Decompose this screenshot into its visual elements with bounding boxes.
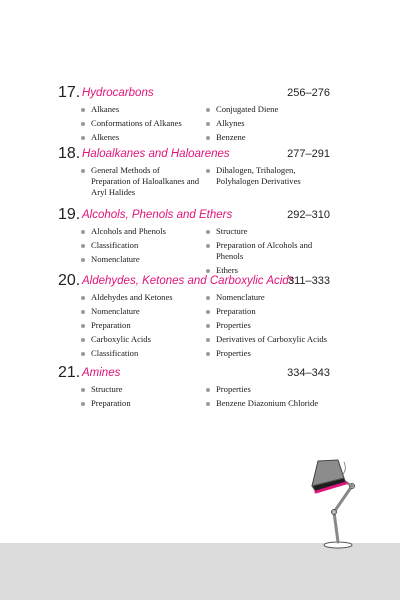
topic-item: [80, 132, 200, 143]
topic-label: Classification: [91, 348, 139, 358]
topic-item: [205, 165, 340, 187]
topic-item: [205, 384, 340, 395]
topic-item: [205, 132, 340, 143]
topic-item: [80, 306, 200, 317]
chapter-number: 19.: [58, 206, 81, 223]
topic-label: Alkynes: [216, 118, 245, 128]
topic-label: Dihalogen, Trihalogen, Polyhalogen Derivatives: [216, 165, 301, 187]
topic-label: Conjugated Diene: [216, 104, 279, 114]
topic-label: Nomenclature: [91, 254, 140, 264]
topic-item: [205, 118, 340, 129]
bullet-icon: [81, 136, 85, 140]
topic-item: [80, 334, 200, 345]
chapter-title: Alcohols, Phenols and Ethers: [82, 209, 233, 221]
chapter-pages: 277–291: [287, 148, 330, 160]
topic-label: Preparation: [91, 398, 131, 408]
chapter-18: [58, 145, 348, 198]
footer-band: [0, 543, 400, 600]
chapter-title: Amines: [82, 367, 121, 379]
chapter-pages: 311–333: [287, 275, 330, 287]
topic-item: [205, 348, 340, 359]
topic-item: [205, 334, 340, 345]
topic-label: Alcohols and Phenols: [91, 226, 166, 236]
topic-item: [80, 165, 200, 199]
topic-label: Alkenes: [91, 132, 120, 142]
chapter-number: 18.: [58, 145, 81, 162]
bullet-icon: [81, 402, 85, 406]
bullet-icon: [206, 324, 210, 328]
bullet-icon: [206, 169, 210, 173]
bullet-icon: [81, 258, 85, 262]
chapter-number: 20.: [58, 272, 81, 289]
bullet-icon: [206, 352, 210, 356]
topic-item: [80, 320, 200, 331]
bullet-icon: [206, 122, 210, 126]
bullet-icon: [206, 244, 210, 248]
topic-label: Aldehydes and Ketones: [91, 292, 173, 302]
bullet-icon: [81, 230, 85, 234]
topic-label: Preparation of Alcohols and Phenols: [216, 240, 313, 262]
topic-item: [205, 104, 340, 115]
chapter-19: [58, 206, 348, 276]
bullet-icon: [81, 352, 85, 356]
bullet-icon: [206, 136, 210, 140]
topic-label: Structure: [216, 226, 248, 236]
topic-item: [205, 292, 340, 303]
topic-item: [205, 306, 340, 317]
topic-label: Carboxylic Acids: [91, 334, 151, 344]
bullet-icon: [81, 324, 85, 328]
bullet-icon: [81, 169, 85, 173]
topic-label: Properties: [216, 384, 251, 394]
topic-label: Benzene Diazonium Chloride: [216, 398, 319, 408]
topic-label: Alkanes: [91, 104, 120, 114]
chapter-20: [58, 272, 348, 358]
chapter-number: 21.: [58, 364, 81, 381]
bullet-icon: [81, 244, 85, 248]
chapter-pages: 292–310: [287, 209, 330, 221]
topic-label: Benzene: [216, 132, 246, 142]
bullet-icon: [206, 402, 210, 406]
topic-label: Nomenclature: [216, 292, 265, 302]
topic-item: [80, 104, 200, 115]
topic-item: [80, 398, 200, 409]
bullet-icon: [81, 122, 85, 126]
topic-label: Nomenclature: [91, 306, 140, 316]
desk-lamp-icon: [304, 456, 384, 551]
topic-item: [80, 118, 200, 129]
topic-item: [80, 384, 200, 395]
bullet-icon: [206, 338, 210, 342]
chapter-title: Hydrocarbons: [82, 87, 154, 99]
topic-item: [80, 254, 200, 265]
topic-item: [205, 240, 340, 262]
topic-label: Classification: [91, 240, 139, 250]
topic-label: Properties: [216, 348, 251, 358]
bullet-icon: [206, 296, 210, 300]
topic-label: Structure: [91, 384, 123, 394]
topic-item: [205, 320, 340, 331]
chapter-title: Haloalkanes and Haloarenes: [82, 148, 230, 160]
topic-item: [205, 398, 340, 409]
topic-item: [80, 240, 200, 251]
topic-label: Conformations of Alkanes: [91, 118, 182, 128]
bullet-icon: [206, 388, 210, 392]
topic-label: Preparation: [91, 320, 131, 330]
bullet-icon: [206, 230, 210, 234]
chapter-number: 17.: [58, 84, 81, 101]
topic-item: [205, 226, 340, 237]
chapter-pages: 256–276: [287, 87, 330, 99]
bullet-icon: [81, 108, 85, 112]
topic-item: [80, 292, 200, 303]
chapter-pages: 334–343: [287, 367, 330, 379]
topic-label: Ethers: [216, 265, 238, 276]
topic-label: Preparation: [216, 306, 256, 316]
bullet-icon: [81, 388, 85, 392]
topic-label: General Methods of Preparation of Haloalkanes and Aryl Halides: [91, 165, 200, 198]
chapter-17: [58, 84, 348, 142]
topic-label: Derivatives of Carboxylic Acids: [216, 334, 327, 344]
bullet-icon: [81, 338, 85, 342]
topic-item: [80, 348, 200, 359]
topic-label: Properties: [216, 320, 251, 330]
bullet-icon: [206, 108, 210, 112]
bullet-icon: [81, 310, 85, 314]
bullet-icon: [206, 310, 210, 314]
chapter-21: [58, 364, 348, 408]
topic-item: [80, 226, 200, 237]
bullet-icon: [81, 296, 85, 300]
chapter-title: Aldehydes, Ketones and Carboxylic Acids: [82, 275, 295, 287]
